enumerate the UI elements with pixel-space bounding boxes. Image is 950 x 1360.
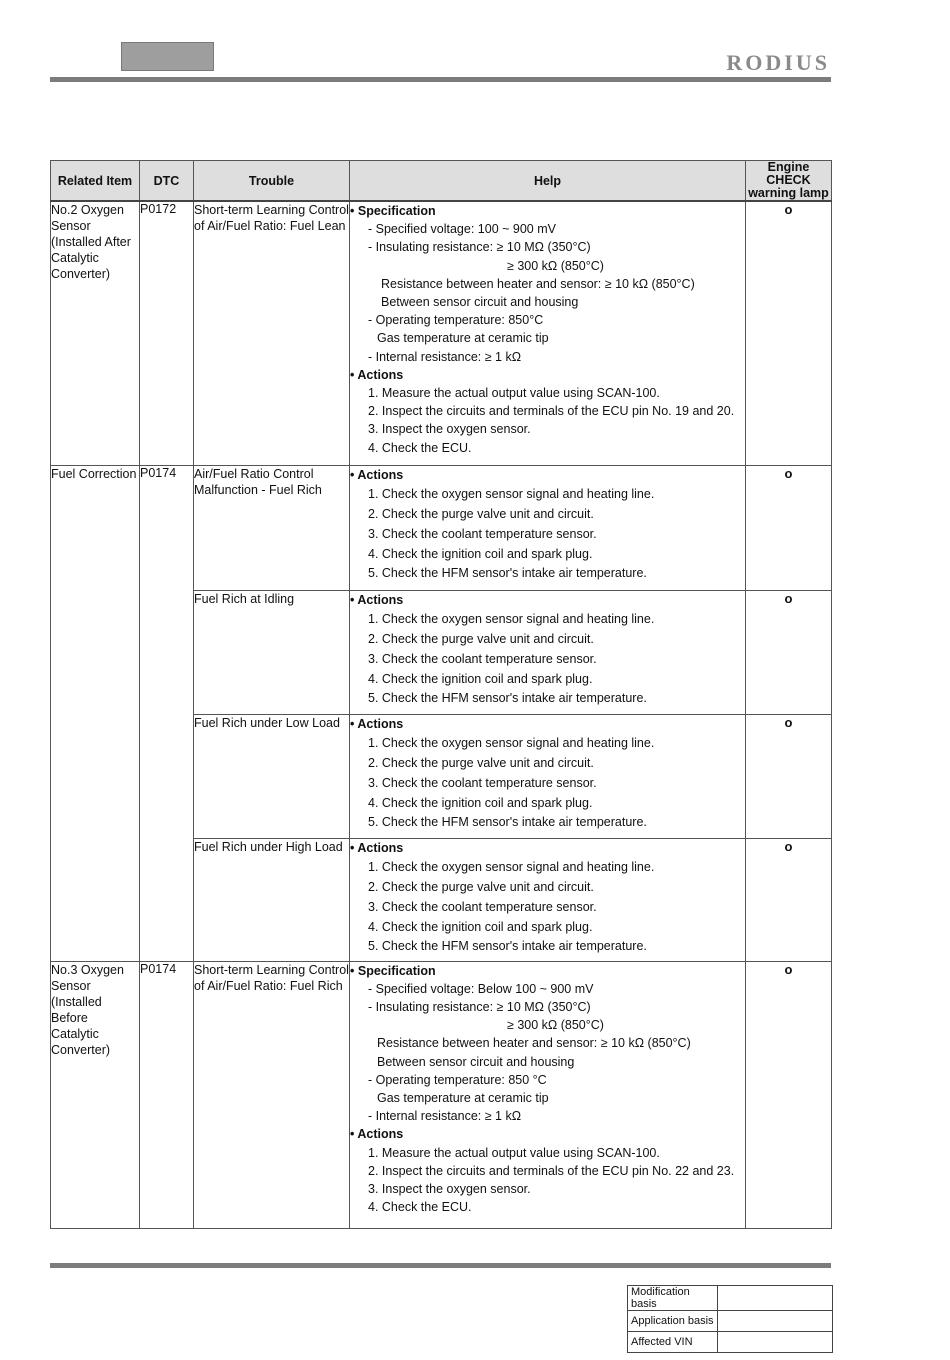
- lamp-cell: o: [746, 590, 832, 714]
- modification-basis-label: Modification basis: [628, 1286, 718, 1311]
- help-line: 3. Check the coolant temperature sensor.: [368, 526, 597, 541]
- header-help: Help: [350, 161, 746, 202]
- trouble-cell: Fuel Rich under High Load: [194, 838, 350, 961]
- table-row: [51, 201, 832, 465]
- help-line: 2. Check the purge valve unit and circuit.: [368, 880, 594, 895]
- lamp-cell: o: [746, 201, 832, 465]
- help-line: Between sensor circuit and housing: [377, 1054, 575, 1069]
- help-line: 4. Check the ECU.: [368, 1200, 472, 1215]
- help-line: 3. Check the coolant temperature sensor.: [368, 899, 597, 914]
- help-line: 5. Check the HFM sensor's intake air temperature.: [368, 566, 647, 581]
- help-line: 2. Check the purge valve unit and circuit.: [368, 632, 594, 647]
- trouble-cell: Short-term Learning Control of Air/Fuel Ratio: Fuel Lean: [194, 201, 350, 465]
- table-row: [628, 1311, 833, 1332]
- help-line: - Internal resistance: ≥ 1 kΩ: [368, 1109, 522, 1124]
- help-line: Between sensor circuit and housing: [381, 295, 579, 310]
- help-line: 1. Check the oxygen sensor signal and heating line.: [368, 736, 655, 751]
- help-line: 3. Inspect the oxygen sensor.: [368, 422, 531, 437]
- dtc-cell: P0174: [140, 961, 194, 1228]
- help-line: 3. Check the coolant temperature sensor.: [368, 651, 597, 666]
- lamp-cell: o: [746, 838, 832, 961]
- help-line: 1. Measure the actual output value using SCAN-100.: [368, 1145, 660, 1160]
- help-line: 5. Check the HFM sensor's intake air temperature.: [368, 939, 647, 954]
- actions-heading: • Actions: [350, 716, 404, 731]
- trouble-cell: Fuel Rich at Idling: [194, 590, 350, 714]
- help-line: Resistance between heater and sensor: ≥ 10 kΩ (850°C): [381, 276, 695, 291]
- help-cell: [350, 714, 746, 838]
- spec-heading: • Specification: [350, 963, 436, 978]
- header-lamp: Engine CHECK warning lamp: [746, 161, 832, 202]
- actions-heading: • Actions: [350, 592, 404, 607]
- trouble-cell: Short-term Learning Control of Air/Fuel Ratio: Fuel Rich: [194, 961, 350, 1228]
- help-cell: [350, 961, 746, 1228]
- actions-heading: • Actions: [350, 840, 404, 855]
- help-line: 1. Check the oxygen sensor signal and heating line.: [368, 860, 655, 875]
- header-dtc: DTC: [140, 161, 194, 202]
- actions-heading: • Actions: [350, 367, 404, 382]
- help-line: 1. Check the oxygen sensor signal and heating line.: [368, 612, 655, 627]
- help-line: 4. Check the ignition coil and spark plug.: [368, 919, 593, 934]
- header-trouble: Trouble: [194, 161, 350, 202]
- affected-vin-label: Affected VIN: [628, 1332, 718, 1353]
- help-line: - Insulating resistance: ≥ 10 MΩ (350°C): [368, 999, 591, 1014]
- lamp-cell: o: [746, 714, 832, 838]
- help-line: ≥ 300 kΩ (850°C): [507, 1018, 604, 1033]
- actions-heading: • Actions: [350, 467, 404, 482]
- header-related-item: Related Item: [51, 161, 140, 202]
- help-line: 4. Check the ECU.: [368, 440, 472, 455]
- help-line: Gas temperature at ceramic tip: [377, 1090, 549, 1105]
- help-line: 3. Check the coolant temperature sensor.: [368, 775, 597, 790]
- help-line: 4. Check the ignition coil and spark plug.: [368, 795, 593, 810]
- help-cell: [350, 465, 746, 590]
- related-item-cell: No.3 Oxygen Sensor (Installed Before Catalytic Converter): [51, 961, 140, 1228]
- dtc-cell: P0172: [140, 201, 194, 465]
- diagnostic-table: [50, 160, 832, 1229]
- table-row: [628, 1286, 833, 1311]
- related-item-cell: Fuel Correction: [51, 465, 140, 961]
- help-line: 2. Check the purge valve unit and circuit.: [368, 507, 594, 522]
- help-line: - Operating temperature: 850 °C: [368, 1072, 547, 1087]
- help-line: - Specified voltage: 100 ~ 900 mV: [368, 222, 556, 237]
- application-basis-value: [718, 1311, 833, 1332]
- header-rule: [50, 77, 831, 82]
- help-line: 5. Check the HFM sensor's intake air temperature.: [368, 691, 647, 706]
- help-line: Gas temperature at ceramic tip: [377, 331, 549, 346]
- help-line: ≥ 300 kΩ (850°C): [507, 258, 604, 273]
- table-header-row: [51, 161, 832, 202]
- help-line: - Internal resistance: ≥ 1 kΩ: [368, 349, 522, 364]
- trouble-cell: Air/Fuel Ratio Control Malfunction - Fuel Rich: [194, 465, 350, 590]
- help-line: 2. Check the purge valve unit and circuit.: [368, 756, 594, 771]
- table-row: [51, 465, 832, 590]
- footer-rule: [50, 1263, 831, 1268]
- help-line: 2. Inspect the circuits and terminals of the ECU pin No. 22 and 23.: [368, 1163, 735, 1178]
- help-line: 4. Check the ignition coil and spark plug.: [368, 546, 593, 561]
- trouble-cell: Fuel Rich under Low Load: [194, 714, 350, 838]
- lamp-cell: o: [746, 961, 832, 1228]
- table-row: [51, 961, 832, 1228]
- help-line: 1. Measure the actual output value using SCAN-100.: [368, 386, 660, 401]
- help-line: 2. Inspect the circuits and terminals of the ECU pin No. 19 and 20.: [368, 404, 735, 419]
- modification-box: [627, 1285, 833, 1353]
- help-line: Resistance between heater and sensor: ≥ 10 kΩ (850°C): [377, 1036, 691, 1051]
- affected-vin-value: [718, 1332, 833, 1353]
- spec-heading: • Specification: [350, 204, 436, 218]
- help-line: 4. Check the ignition coil and spark plug.: [368, 671, 593, 686]
- help-line: 1. Check the oxygen sensor signal and heating line.: [368, 487, 655, 502]
- application-basis-label: Application basis: [628, 1311, 718, 1332]
- help-line: - Operating temperature: 850°C: [368, 313, 544, 328]
- modification-basis-value: [718, 1286, 833, 1311]
- help-cell: [350, 838, 746, 961]
- actions-heading: • Actions: [350, 1127, 404, 1142]
- header-tab-box: [121, 42, 214, 71]
- help-line: 5. Check the HFM sensor's intake air temperature.: [368, 815, 647, 830]
- related-item-cell: No.2 Oxygen Sensor (Installed After Catalytic Converter): [51, 201, 140, 465]
- help-cell: [350, 201, 746, 465]
- table-row: [628, 1332, 833, 1353]
- help-cell: [350, 590, 746, 714]
- help-line: - Specified voltage: Below 100 ~ 900 mV: [368, 981, 594, 996]
- lamp-cell: o: [746, 465, 832, 590]
- dtc-cell: P0174: [140, 465, 194, 961]
- help-line: 3. Inspect the oxygen sensor.: [368, 1181, 531, 1196]
- help-line: - Insulating resistance: ≥ 10 MΩ (350°C): [368, 240, 591, 255]
- brand-logo: RODIUS: [726, 50, 830, 75]
